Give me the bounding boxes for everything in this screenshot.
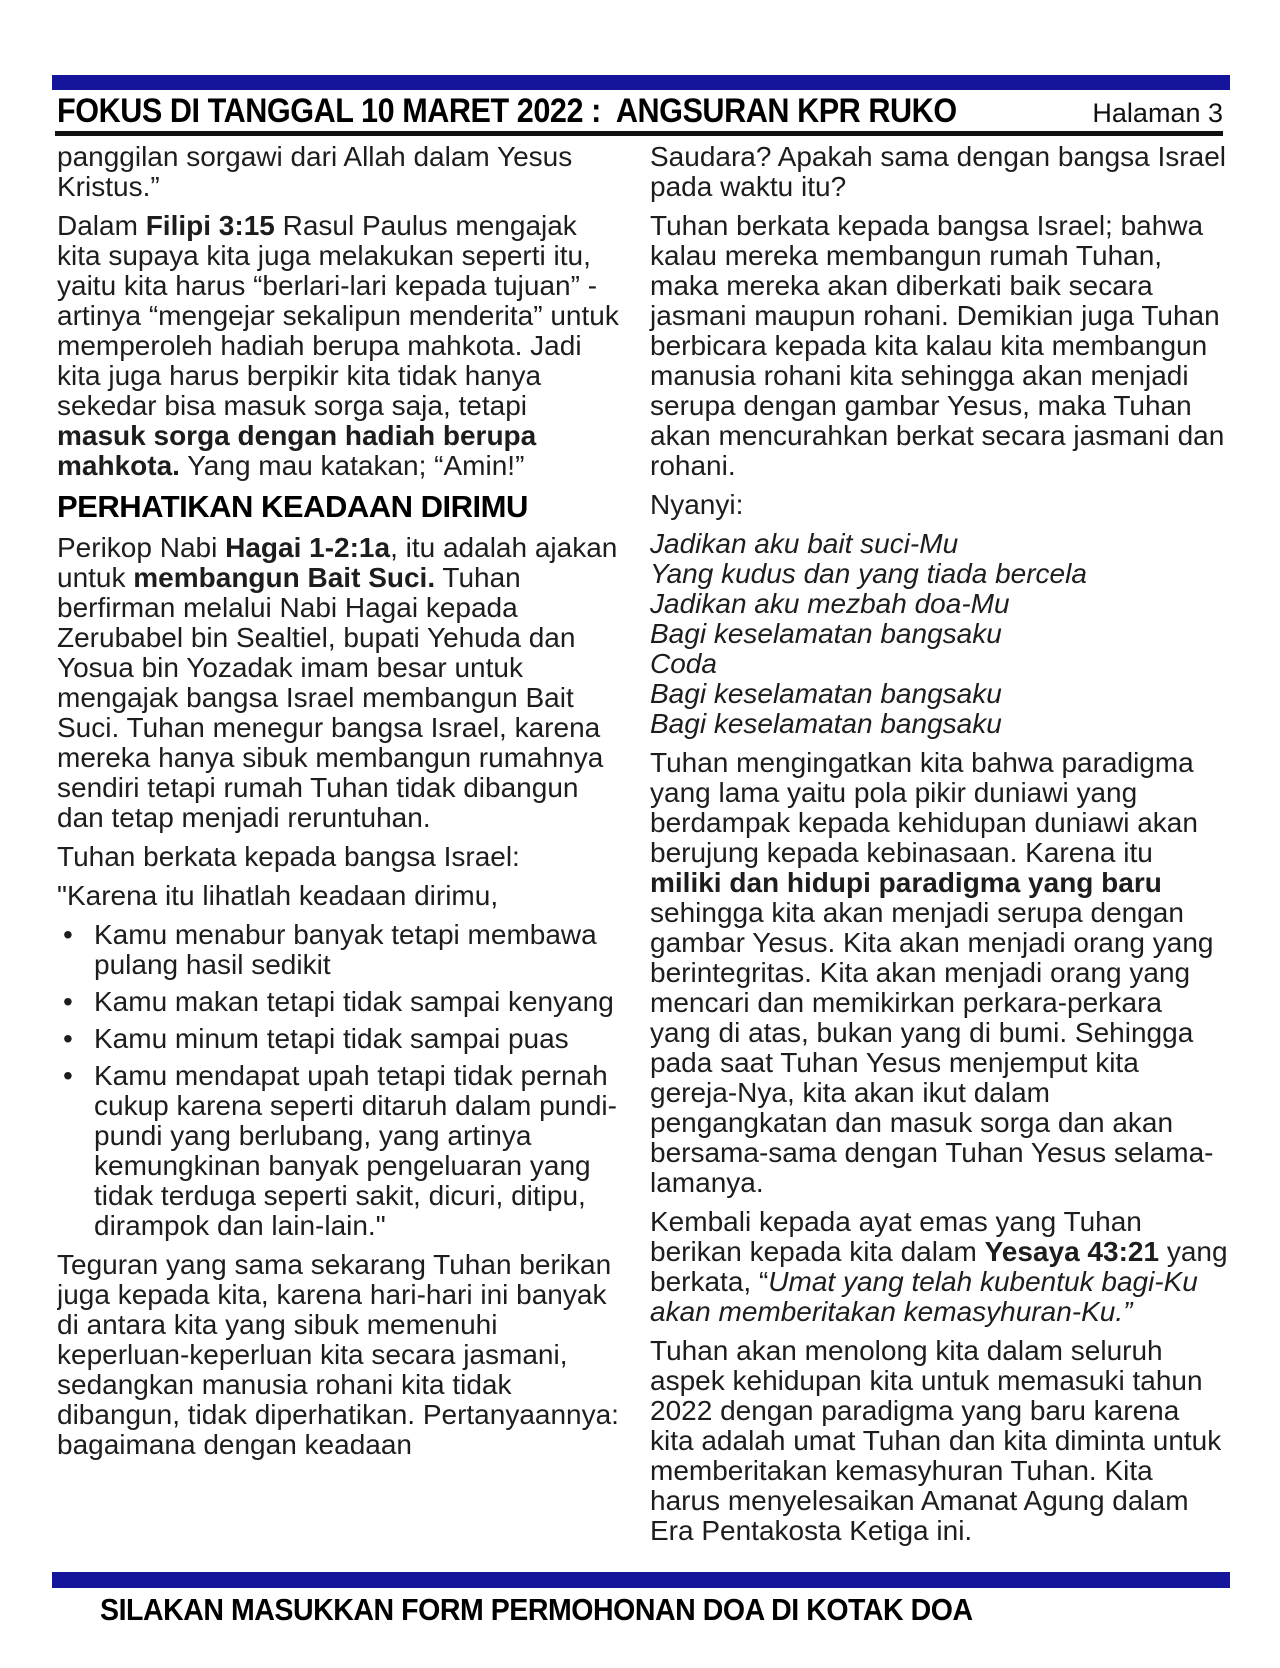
text-run: Tuhan berkata kepada bangsa Israel: (57, 841, 520, 872)
song-line: Jadikan aku bait suci-Mu (650, 528, 959, 559)
text-run: Nyanyi: (650, 489, 744, 520)
list-item-text: Kamu menabur banyak tetapi membawa pulang hasil sedikit (94, 919, 597, 980)
paragraph (650, 1207, 1230, 1327)
text-run: Dalam (57, 210, 146, 241)
list-item (57, 1024, 620, 1054)
list-item-text: Kamu mendapat upah tetapi tidak pernah cukup karena seperti ditaruh dalam pundi-pundi yang berlubang, yang artinya kemungkinan banyak pengeluaran yang tidak terduga seperti sakit, dicuri, ditipu, dirampok dan lain-lain." (94, 1060, 617, 1241)
footer-text: SILAKAN MASUKKAN FORM PERMOHONAN DOA DI KOTAK DOA (100, 1592, 973, 1627)
bullet-list (57, 920, 620, 1241)
paragraph (57, 881, 620, 911)
list-item (57, 920, 620, 980)
footer-accent-bar (52, 1572, 1230, 1588)
section-heading: PERHATIKAN KEADAAN DIRIMU (57, 489, 528, 524)
paragraph (57, 142, 620, 202)
text-run: panggilan sorgawi dari Allah dalam Yesus Kristus.” (57, 142, 573, 202)
song-line: Yang kudus dan yang tiada bercela (650, 558, 1087, 589)
text-run: Teguran yang sama sekarang Tuhan berikan juga kepada kita, karena hari-hari ini banyak di antara kita yang sibuk memenuhi keperluan-keperluan kita secara jasmani, sedangkan manusia rohani kita tidak dibangun, tidak diperhatikan. Pertanyaannya: bagaimana dengan keadaan (57, 1249, 619, 1460)
list-item-text: Kamu makan tetapi tidak sampai kenyang (94, 986, 614, 1017)
text-run: Tuhan berkata kepada bangsa Israel; bahwa kalau mereka membangun rumah Tuhan, maka mereka akan diberkati baik secara jasmani maupun rohani. Demikian juga Tuhan berbicara kepada kita kalau kita membangun manusia rohani kita sehingga akan menjadi serupa dengan gambar Yesus, maka Tuhan akan mencurahkan berkat secara jasmani dan rohani. (650, 210, 1225, 481)
bold-text: masuk sorga dengan hadiah berupa mahkota. (57, 420, 537, 481)
paragraph (650, 748, 1230, 1198)
list-item-text: Kamu minum tetapi tidak sampai puas (94, 1023, 569, 1054)
paragraph (57, 1250, 620, 1460)
right-column (650, 142, 1230, 1566)
song-line: Bagi keselamatan bangsaku (650, 618, 1002, 649)
paragraph (57, 211, 620, 481)
header-title: FOKUS DI TANGGAL 10 MARET 2022 : ANGSURAN KPR RUKO (57, 92, 957, 130)
bold-text: miliki dan hidupi paradigma yang baru (650, 867, 1162, 898)
list-item (57, 987, 620, 1017)
bold-text: Filipi 3:15 (145, 210, 275, 241)
paragraph (650, 1336, 1230, 1546)
song-lines (650, 529, 1230, 739)
song-line: Coda (650, 648, 717, 679)
bold-text: Hagai 1-2:1a (225, 532, 391, 563)
bullet-icon: • (63, 919, 73, 950)
left-column (57, 142, 620, 1566)
text-run: sehingga kita akan menjadi serupa dengan gambar Yesus. Kita akan menjadi orang yang berintegritas. Kita akan menjadi orang yang mencari dan memikirkan perkara-perkara yang di atas, bukan yang di bumi. Sehingga pada saat Tuhan Yesus menjemput kita gereja-Nya, kita akan ikut dalam pengangkatan dan masuk sorga dan akan bersama-sama dengan Tuhan Yesus selama-lamanya. (650, 897, 1214, 1198)
text-run: Perikop Nabi (57, 532, 226, 563)
song-line: Bagi keselamatan bangsaku (650, 678, 1002, 709)
text-run: "Karena itu lihatlah keadaan dirimu, (57, 880, 499, 911)
paragraph (650, 490, 1230, 520)
text-run: Rasul Paulus mengajak kita supaya kita juga melakukan seperti itu, yaitu kita harus “berlari-lari kepada tujuan” - artinya “mengejar sekalipun menderita” untuk memperoleh hadiah berupa mahkota. Jadi kita juga harus berpikir kita tidak hanya sekedar bisa masuk sorga saja, tetapi (57, 210, 619, 421)
header-divider (55, 131, 1223, 136)
bullet-icon: • (63, 1023, 73, 1054)
text-run: Tuhan berfirman melalui Nabi Hagai kepada Zerubabel bin Sealtiel, bupati Yehuda dan Yosua bin Yozadak imam besar untuk mengajak bangsa Israel membangun Bait Suci. Tuhan menegur bangsa Israel, karena mereka hanya sibuk membangun rumahnya sendiri tetapi rumah Tuhan tidak dibangun dan tetap menjadi reruntuhan. (57, 562, 604, 833)
paragraph (57, 533, 620, 833)
bullet-icon: • (63, 986, 73, 1017)
bullet-icon: • (63, 1060, 73, 1091)
paragraph (650, 211, 1230, 481)
text-run: Kembali kepada ayat emas yang Tuhan berikan kepada kita dalam (650, 1206, 1142, 1267)
page-number-label: Halaman 3 (1092, 98, 1223, 128)
text-run: Yang mau katakan; “Amin!” (179, 450, 525, 481)
text-run: yang berkata, “ (650, 1236, 1228, 1297)
header (57, 92, 1223, 131)
text-run: , itu adalah ajakan untuk (57, 532, 618, 593)
top-accent-bar (52, 75, 1230, 90)
paragraph (57, 842, 620, 872)
bold-text: Yesaya 43:21 (984, 1236, 1160, 1267)
italic-text: Umat yang telah kubentuk bagi-Ku akan memberitakan kemasyhuran-Ku.” (650, 1266, 1198, 1327)
text-run: Tuhan mengingatkan kita bahwa paradigma yang lama yaitu pola pikir duniawi yang berdampak kepada kehidupan duniawi akan berujung kepada kebinasaan. Karena itu (650, 747, 1198, 868)
song-line: Bagi keselamatan bangsaku (650, 708, 1002, 739)
article-body (57, 142, 1230, 1566)
paragraph (650, 142, 1230, 202)
bold-text: membangun Bait Suci. (133, 562, 436, 593)
text-run: Saudara? Apakah sama dengan bangsa Israel pada waktu itu? (650, 142, 1226, 202)
list-item (57, 1061, 620, 1241)
text-run: Tuhan akan menolong kita dalam seluruh aspek kehidupan kita untuk memasuki tahun 2022 dengan paradigma yang baru karena kita adalah umat Tuhan dan kita diminta untuk memberitakan kemasyhuran Tuhan. Kita harus menyelesaikan Amanat Agung dalam Era Pentakosta Ketiga ini. (650, 1335, 1222, 1546)
song-line: Jadikan aku mezbah doa-Mu (650, 588, 1010, 619)
